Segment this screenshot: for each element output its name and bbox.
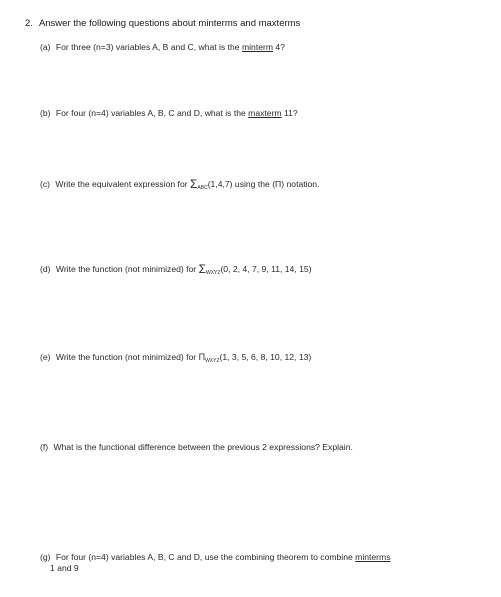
part-e [40, 352, 311, 365]
sigma-symbol: Σ [189, 177, 198, 191]
part-d-label: (d) [40, 264, 51, 274]
part-c-text: Write the equivalent expression for [55, 179, 188, 189]
part-c-args: (1,4,7) [207, 179, 233, 189]
part-c-label: (c) [40, 179, 51, 189]
part-a [40, 42, 285, 53]
part-d-text: Write the function (not minimized) for [55, 264, 197, 274]
part-a-label: (a) [40, 42, 51, 52]
part-g-label: (g) [40, 552, 51, 562]
part-d-subscript: WXYZ [205, 270, 221, 276]
part-e-label: (e) [40, 352, 51, 362]
part-g [40, 552, 391, 574]
part-b-term: maxterm [248, 108, 282, 118]
question-header [25, 18, 300, 29]
part-g-text: For four (n=4) variables A, B, C and D, use the combining theorem to combine [55, 552, 353, 562]
part-d [40, 263, 312, 277]
question-prompt: Answer the following questions about minterms and maxterms [38, 18, 301, 29]
pi-symbol: Π [198, 352, 206, 362]
part-d-args: (0, 2, 4, 7, 9, 11, 14, 15) [220, 264, 312, 274]
part-b-text: For four (n=4) variables A, B, C and D, what is the [55, 108, 246, 118]
question-number: 2. [25, 18, 33, 29]
part-f [40, 442, 353, 453]
part-g-line2: 1 and 9 [50, 563, 79, 573]
part-a-text: For three (n=3) variables A, B and C, what is the [55, 42, 240, 52]
part-c-subscript: ABC [197, 185, 208, 191]
part-f-text: What is the functional difference between the previous 2 expressions? Explain. [53, 442, 353, 452]
part-g-term: minterms [355, 552, 391, 562]
part-c-text-after: using the (Π) notation. [234, 179, 320, 189]
part-f-label: (f) [40, 442, 49, 452]
part-c [40, 178, 319, 192]
part-b-text-after: 11? [284, 108, 298, 118]
part-e-subscript: WXYZ [205, 358, 220, 364]
part-e-args: (1, 3, 5, 6, 8, 10, 12, 13) [219, 352, 312, 362]
part-b-label: (b) [40, 108, 51, 118]
part-a-text-after: 4? [275, 42, 285, 52]
part-a-term: minterm [241, 42, 274, 52]
part-e-text: Write the function (not minimized) for [55, 352, 197, 362]
part-b [40, 108, 298, 119]
sigma-symbol: Σ [198, 262, 206, 276]
